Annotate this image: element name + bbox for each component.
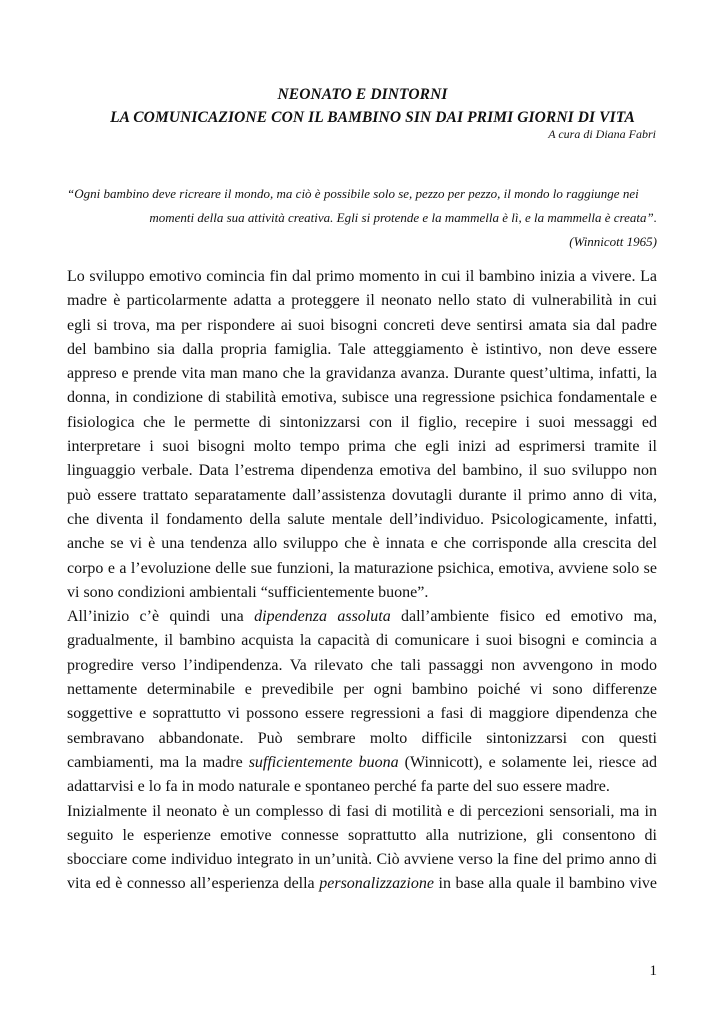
emphasis-term: dipendenza assoluta (254, 608, 391, 626)
paragraph-line: sbocciare come individuo integrato in un’unità. Ciò avviene verso la fine del primo anno di (67, 851, 657, 869)
text-run: cambiamenti, ma la madre (67, 753, 249, 771)
body-text (67, 265, 657, 897)
text-run: vita ed è connesso all’esperienza della (67, 875, 320, 893)
paragraph-line: sembravano abbandonate. Può sembrare molto difficile sintonizzarsi con questi (67, 729, 657, 747)
paragraph-line (67, 751, 657, 775)
paragraph-line: può essere trattato separatamente dall’assistenza dovutagli durante il primo anno di vita, (67, 486, 657, 504)
paragraph-line (67, 872, 657, 896)
page-number: 1 (649, 963, 657, 979)
epigraph-quote-line: momenti della sua attività creativa. Egli si protende e la mammella è lì, e la mammella è creata”. (149, 210, 657, 225)
paragraph-line: egli si trova, ma per rispondere ai suoi bisogni concreti deve sentirsi amata sia dal padre (67, 316, 657, 334)
epigraph-quote-line: “Ogni bambino deve ricreare il mondo, ma ciò è possibile solo se, pezzo per pezzo, il mondo lo raggiunge nei (67, 186, 639, 201)
paragraph-line: del bambino sia dalla propria famiglia. Tale atteggiamento è istintivo, non deve essere (67, 340, 657, 358)
paragraph-line: progredire verso l’indipendenza. Va rilevato che tali passaggi non avvengono in modo (67, 656, 657, 674)
paragraph-line: fisiologica che le permette di sintonizzarsi con il figlio, recepire i suoi messaggi ed (67, 413, 657, 431)
document-subtitle: LA COMUNICAZIONE CON IL BAMBINO SIN DAI PRIMI GIORNI DI VITA (110, 109, 635, 126)
paragraph-line: linguaggio verbale. Data l’estrema dipendenza emotiva del bambino, il suo sviluppo non (67, 462, 657, 480)
paragraph-line: vi sono condizioni ambientali “sufficientemente buone”. (67, 583, 429, 601)
paragraph-line: appreso e prende vita man mano che la gravidanza avanza. Durante quest’ultima, infatti, la (67, 365, 657, 383)
text-run: All’inizio c’è quindi una (67, 608, 255, 626)
paragraph-line: corpo e a l’evoluzione delle sue funzioni, la maturazione psichica, emotiva, avviene solo se (67, 559, 657, 577)
paragraph-line: madre è particolarmente adatta a proteggere il neonato nello stato di vulnerabilità in cui (67, 292, 657, 310)
document-title: NEONATO E DINTORNI (277, 86, 448, 103)
paragraph-line: donna, in condizione di stabilità emotiva, subisce una regressione psichica fondamentale e (67, 389, 657, 407)
paragraph-line: adattarvisi e lo fa in modo naturale e spontaneo perché fa parte del suo essere madre. (67, 778, 610, 796)
text-run: dall’ambiente fisico ed emotivo ma, (390, 608, 658, 626)
paragraph-line: interpretare i suoi bisogni molto tempo prima che egli inizi ad esprimersi tramite il (67, 438, 657, 456)
paragraph-line: che diventa il fondamento della salute mentale dell’individuo. Psicologicamente, infatti, (67, 510, 657, 528)
paragraph-line: nettamente determinabile e prevedibile per ogni bambino poiché vi sono differenze (67, 681, 657, 699)
emphasis-term: personalizzazione (319, 875, 434, 893)
epigraph-attribution: (Winnicott 1965) (569, 234, 657, 249)
text-run: (Winnicott), e solamente lei, riesce ad (398, 753, 657, 771)
paragraph-line: anche se vi è una tendenza allo sviluppo che è innata e che corrisponde alla crescita del (67, 535, 657, 553)
paragraph-line: seguito le esperienze emotive connesse soprattutto alla nutrizione, gli consentono di (67, 826, 657, 844)
paragraph-line: Lo sviluppo emotivo comincia fin dal primo momento in cui il bambino inizia a vivere. La (67, 268, 657, 285)
paragraph-line (67, 605, 657, 629)
emphasis-term: sufficientemente buona (248, 753, 399, 771)
text-run: in base alla quale il bambino vive (433, 875, 658, 893)
curator-credit: A cura di Diana Fabri (548, 127, 656, 141)
paragraph-line: Inizialmente il neonato è un complesso di fasi di motilità e di percezioni sensoriali, ma in (67, 802, 657, 820)
paragraph-line: gradualmente, il bambino acquista la capacità di comunicare i suoi bisogni e comincia a (67, 632, 657, 650)
paragraph-line: soggettive e soprattutto vi possono essere regressioni a fasi di maggiore dipendenza che (67, 705, 657, 723)
